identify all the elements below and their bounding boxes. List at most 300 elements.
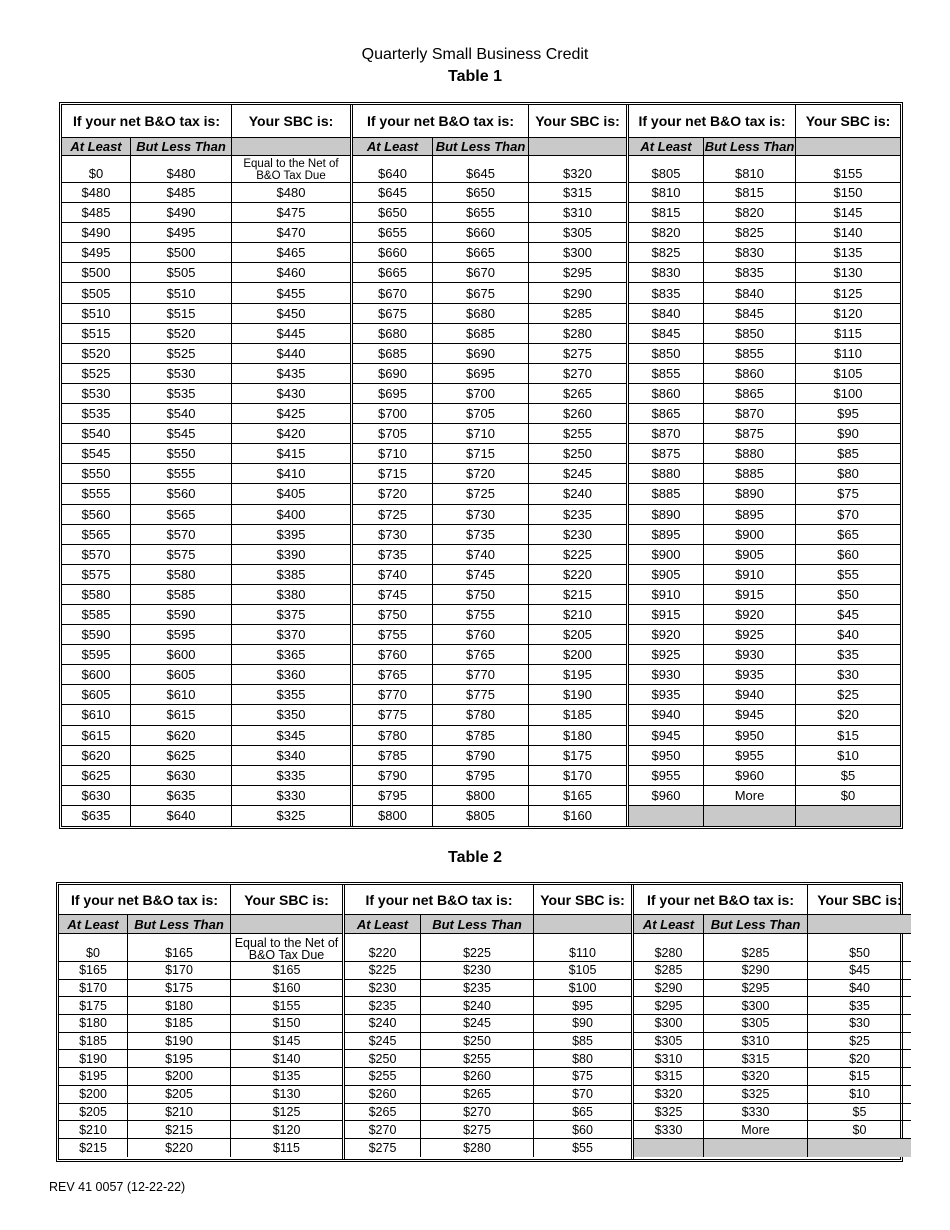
sbc-cell: $130 <box>796 263 900 283</box>
table-row <box>629 223 900 243</box>
at-least-cell: $180 <box>59 1015 128 1033</box>
at-least-cell: $805 <box>629 156 704 183</box>
but-less-than-header: But Less Than <box>704 139 795 154</box>
but-less-than-cell: $920 <box>704 605 796 625</box>
table-row <box>353 605 626 625</box>
table-row <box>634 980 911 998</box>
at-least-cell: $575 <box>62 565 131 585</box>
table-row <box>629 404 900 424</box>
sbc-cell: $45 <box>796 605 900 625</box>
header-row <box>629 105 900 138</box>
but-less-than-cell: $565 <box>131 505 232 525</box>
table-row <box>59 1086 342 1104</box>
table-row <box>59 934 342 962</box>
at-least-cell: $835 <box>629 283 704 303</box>
sbc-cell: $215 <box>529 585 626 605</box>
at-least-cell: $0 <box>59 934 128 962</box>
but-less-than-cell: $880 <box>704 444 796 464</box>
but-less-than-cell: $885 <box>704 464 796 484</box>
but-less-than-cell: $560 <box>131 484 232 504</box>
at-least-header: At Least <box>634 915 704 934</box>
but-less-than-cell: $750 <box>433 585 529 605</box>
but-less-than-cell: $545 <box>131 424 232 444</box>
but-less-than-cell: $845 <box>704 304 796 324</box>
table-row <box>353 156 626 183</box>
table-row <box>59 1068 342 1086</box>
column-group-2 <box>350 105 626 826</box>
table-row <box>629 625 900 645</box>
at-least-cell: $925 <box>629 645 704 665</box>
table-row <box>62 444 350 464</box>
at-least-cell: $520 <box>62 344 131 364</box>
at-least-cell: $865 <box>629 404 704 424</box>
at-least-header: At Least <box>353 138 433 156</box>
table-row <box>634 1033 911 1051</box>
sbc-cell: $125 <box>796 283 900 303</box>
table-row <box>62 605 350 625</box>
column-group-2 <box>342 885 631 1159</box>
sbc-cell: $135 <box>231 1068 342 1086</box>
sbc-cell: $100 <box>534 980 631 998</box>
sbc-cell: $45 <box>808 962 911 980</box>
at-least-cell: $675 <box>353 304 433 324</box>
sbc-cell: $185 <box>529 705 626 725</box>
at-least-cell: $855 <box>629 364 704 384</box>
sbc-cell: $260 <box>529 404 626 424</box>
but-less-than-cell: $855 <box>704 344 796 364</box>
table-row <box>629 665 900 685</box>
table1 <box>59 102 903 829</box>
table-row <box>345 1086 631 1104</box>
but-less-than-cell: $705 <box>433 404 529 424</box>
but-less-than-cell: $635 <box>131 786 232 806</box>
table-row <box>62 545 350 565</box>
table-row <box>62 404 350 424</box>
table-row <box>353 786 626 806</box>
but-less-than-cell: $570 <box>131 525 232 545</box>
but-less-than-cell: $955 <box>704 746 796 766</box>
sbc-equal-note: Equal to the Net of B&O Tax Due <box>231 934 342 962</box>
at-least-cell: $905 <box>629 565 704 585</box>
at-least-cell: $220 <box>345 934 421 962</box>
sbc-cell: $75 <box>796 484 900 504</box>
but-less-than-cell: $820 <box>704 203 796 223</box>
but-less-than-cell: $575 <box>131 545 232 565</box>
sbc-cell: $465 <box>232 243 350 263</box>
but-less-than-cell: $250 <box>421 1033 534 1051</box>
sbc-cell: $230 <box>529 525 626 545</box>
table-row <box>59 980 342 998</box>
table-row <box>634 1139 911 1157</box>
at-least-cell: $585 <box>62 605 131 625</box>
sbc-cell: $140 <box>796 223 900 243</box>
but-less-than-cell: $675 <box>433 283 529 303</box>
sbc-cell: $65 <box>796 525 900 545</box>
table-row <box>634 997 911 1015</box>
sbc-cell: $115 <box>273 1140 300 1155</box>
at-least-cell: $755 <box>353 625 433 645</box>
at-least-cell: $515 <box>62 324 131 344</box>
but-less-than-cell: $180 <box>128 997 231 1015</box>
sbc-cell: $345 <box>232 726 350 746</box>
at-least-cell: $795 <box>353 786 433 806</box>
but-less-than-cell: $830 <box>704 243 796 263</box>
but-less-than-cell: $960 <box>704 766 796 786</box>
but-less-than-cell: $280 <box>421 1139 534 1157</box>
table-row <box>345 1068 631 1086</box>
sbc-subheader-blank <box>232 138 350 156</box>
sbc-subheader-blank <box>231 915 342 934</box>
sbc-cell: $325 <box>276 808 306 824</box>
at-least-cell: $935 <box>629 685 704 705</box>
but-less-than-cell: $290 <box>704 962 808 980</box>
column-group-3 <box>631 885 911 1159</box>
net-tax-header: If your net B&O tax is: <box>629 105 796 138</box>
but-less-than-cell: $600 <box>131 645 232 665</box>
table-row <box>353 625 626 645</box>
sbc-cell: $150 <box>231 1015 342 1033</box>
at-least-cell: $850 <box>629 344 704 364</box>
at-least-cell: $530 <box>62 384 131 404</box>
at-least-cell: $740 <box>353 565 433 585</box>
table-row <box>62 223 350 243</box>
table-row <box>353 364 626 384</box>
but-less-than-cell: $670 <box>433 263 529 283</box>
net-tax-header: If your net B&O tax is: <box>353 105 529 138</box>
net-tax-header: If your net B&O tax is: <box>59 885 231 915</box>
at-least-cell: $190 <box>59 1050 128 1068</box>
sbc-cell: $125 <box>231 1104 342 1122</box>
subheader-row <box>634 915 911 934</box>
sbc-cell: $320 <box>529 156 626 183</box>
at-least-cell: $555 <box>62 484 131 504</box>
at-least-cell: $715 <box>353 464 433 484</box>
at-least-cell: $330 <box>634 1121 704 1139</box>
sbc-header: Your SBC is: <box>796 105 900 138</box>
sbc-cell: $95 <box>534 997 631 1015</box>
sbc-cell: $110 <box>796 344 900 364</box>
but-less-than-cell: $825 <box>704 223 796 243</box>
at-least-cell: $0 <box>62 156 131 183</box>
sbc-cell: $335 <box>232 766 350 786</box>
sbc-cell: $75 <box>534 1068 631 1086</box>
table-row <box>345 1139 631 1157</box>
table-row <box>353 464 626 484</box>
table-row <box>353 243 626 263</box>
but-less-than-cell: $695 <box>433 364 529 384</box>
but-less-than-header: But Less Than <box>131 138 232 156</box>
table-row <box>629 183 900 203</box>
sbc-cell: $50 <box>808 934 911 962</box>
at-least-cell: $280 <box>634 934 704 962</box>
at-least-cell: $485 <box>62 203 131 223</box>
sbc-cell: $140 <box>231 1050 342 1068</box>
sbc-cell: $245 <box>529 464 626 484</box>
sbc-cell: $155 <box>231 997 342 1015</box>
but-less-than-cell: $760 <box>433 625 529 645</box>
but-less-than-cell: $935 <box>704 665 796 685</box>
at-least-cell: $620 <box>62 746 131 766</box>
sbc-cell: $115 <box>796 324 900 344</box>
but-less-than-cell: $865 <box>704 384 796 404</box>
table-row <box>62 384 350 404</box>
but-less-than-cell: $800 <box>433 786 529 806</box>
but-less-than-cell: $815 <box>704 183 796 203</box>
table-row <box>59 1033 342 1051</box>
at-least-cell: $910 <box>629 585 704 605</box>
sbc-cell: $360 <box>232 665 350 685</box>
at-least-cell: $830 <box>629 263 704 283</box>
table-row <box>634 934 911 962</box>
sbc-cell: $30 <box>796 665 900 685</box>
table-row <box>629 786 900 806</box>
at-least-cell: $660 <box>353 243 433 263</box>
table-row <box>353 223 626 243</box>
table-row <box>62 746 350 766</box>
sbc-cell: $285 <box>529 304 626 324</box>
at-least-cell: $495 <box>62 243 131 263</box>
at-least-cell: $250 <box>345 1050 421 1068</box>
but-less-than-cell: $610 <box>131 685 232 705</box>
at-least-cell: $750 <box>353 605 433 625</box>
table-row <box>62 364 350 384</box>
table-row <box>353 384 626 404</box>
sbc-cell: $420 <box>232 424 350 444</box>
table-row <box>629 806 900 826</box>
table-row <box>62 705 350 725</box>
but-less-than-cell: $315 <box>704 1050 808 1068</box>
but-less-than-cell: $170 <box>128 962 231 980</box>
table-row <box>353 444 626 464</box>
but-less-than-cell: $255 <box>421 1050 534 1068</box>
but-less-than-cell: $780 <box>433 705 529 725</box>
header-row <box>353 105 626 138</box>
sbc-cell: $475 <box>232 203 350 223</box>
sbc-cell: $265 <box>529 384 626 404</box>
sbc-cell: $415 <box>232 444 350 464</box>
sbc-cell: $205 <box>529 625 626 645</box>
table-row <box>629 344 900 364</box>
but-less-than-cell: $810 <box>704 156 796 183</box>
sbc-cell: $120 <box>231 1121 342 1139</box>
table-row <box>629 444 900 464</box>
at-least-cell: $245 <box>345 1033 421 1051</box>
at-least-cell: $625 <box>62 766 131 786</box>
at-least-cell: $605 <box>62 685 131 705</box>
table-row <box>353 746 626 766</box>
sbc-header: Your SBC is: <box>232 105 350 138</box>
sbc-cell: $160 <box>231 980 342 998</box>
at-least-cell: $815 <box>629 203 704 223</box>
header-row <box>345 885 631 915</box>
at-least-cell: $840 <box>629 304 704 324</box>
sbc-cell: $55 <box>796 565 900 585</box>
but-less-than-cell: $590 <box>131 605 232 625</box>
table-row <box>353 304 626 324</box>
at-least-cell: $325 <box>634 1104 704 1122</box>
but-less-than-cell: $665 <box>433 243 529 263</box>
but-less-than-cell: $735 <box>433 525 529 545</box>
sbc-cell: $25 <box>808 1033 911 1051</box>
but-less-than-cell: $680 <box>433 304 529 324</box>
but-less-than-cell: $890 <box>704 484 796 504</box>
but-less-than-cell: $740 <box>433 545 529 565</box>
table-row <box>629 283 900 303</box>
sbc-cell: $15 <box>808 1068 911 1086</box>
sbc-cell: $255 <box>529 424 626 444</box>
but-less-than-cell: $265 <box>421 1086 534 1104</box>
table-row <box>353 665 626 685</box>
but-less-than-cell: $770 <box>433 665 529 685</box>
table-row <box>62 324 350 344</box>
but-less-than-cell: $330 <box>704 1104 808 1122</box>
sbc-cell: $20 <box>796 705 900 725</box>
subheader-row <box>62 138 350 156</box>
at-least-cell: $235 <box>345 997 421 1015</box>
at-least-cell: $745 <box>353 585 433 605</box>
sbc-cell: $145 <box>796 203 900 223</box>
but-less-than-cell: $490 <box>131 203 232 223</box>
at-least-header: At Least <box>59 915 128 934</box>
at-least-header: At Least <box>345 915 421 934</box>
at-least-cell: $880 <box>629 464 704 484</box>
but-less-than-cell: $285 <box>704 934 808 962</box>
table-row <box>629 746 900 766</box>
table-row <box>345 980 631 998</box>
but-less-than-cell: $495 <box>131 223 232 243</box>
sbc-cell: $40 <box>808 980 911 998</box>
empty-cell <box>704 1139 808 1157</box>
but-less-than-cell: $550 <box>131 444 232 464</box>
sbc-cell: $165 <box>231 962 342 980</box>
sbc-cell: $70 <box>534 1086 631 1104</box>
but-less-than-cell: $685 <box>433 324 529 344</box>
table-row <box>62 726 350 746</box>
sbc-cell: $310 <box>529 203 626 223</box>
but-less-than-cell: $320 <box>704 1068 808 1086</box>
at-least-cell: $645 <box>353 183 433 203</box>
but-less-than-cell: $555 <box>131 464 232 484</box>
table-row <box>353 404 626 424</box>
but-less-than-cell: $535 <box>131 384 232 404</box>
sbc-cell: $145 <box>231 1033 342 1051</box>
but-less-than-cell: $915 <box>704 585 796 605</box>
but-less-than-cell: $875 <box>704 424 796 444</box>
table-row <box>353 705 626 725</box>
table-row <box>353 263 626 283</box>
table-row <box>62 525 350 545</box>
at-least-cell: $780 <box>353 726 433 746</box>
table-row <box>353 484 626 504</box>
at-least-cell: $320 <box>634 1086 704 1104</box>
but-less-than-cell: $860 <box>704 364 796 384</box>
table-row <box>634 1050 911 1068</box>
table-row <box>62 685 350 705</box>
at-least-cell: $790 <box>353 766 433 786</box>
table2 <box>56 882 903 1162</box>
table-row <box>59 962 342 980</box>
but-less-than-cell: $240 <box>421 997 534 1015</box>
at-least-cell: $510 <box>62 304 131 324</box>
empty-cell <box>634 1139 704 1157</box>
subheader-row <box>59 915 342 934</box>
table-row <box>634 1015 911 1033</box>
at-least-cell: $195 <box>59 1068 128 1086</box>
sbc-cell: $305 <box>529 223 626 243</box>
at-least-cell: $580 <box>62 585 131 605</box>
at-least-cell: $635 <box>62 806 131 826</box>
at-least-cell: $960 <box>629 786 704 806</box>
at-least-cell: $725 <box>353 505 433 525</box>
at-least-cell: $490 <box>62 223 131 243</box>
sbc-cell: $70 <box>796 505 900 525</box>
sbc-cell: $50 <box>796 585 900 605</box>
at-least-cell: $295 <box>634 997 704 1015</box>
at-least-cell: $550 <box>62 464 131 484</box>
sbc-cell: $20 <box>808 1050 911 1068</box>
sbc-cell: $5 <box>796 766 900 786</box>
table2-title: Table 2 <box>448 849 502 866</box>
but-less-than-cell: $295 <box>704 980 808 998</box>
form-revision: REV 41 0057 (12-22-22) <box>49 1180 186 1194</box>
sbc-cell: $90 <box>534 1015 631 1033</box>
at-least-cell: $540 <box>62 424 131 444</box>
table-row <box>629 304 900 324</box>
sbc-cell: $60 <box>534 1121 631 1139</box>
but-less-than-cell: $210 <box>128 1104 231 1122</box>
sbc-cell: $455 <box>232 283 350 303</box>
at-least-cell: $315 <box>634 1068 704 1086</box>
table-row <box>59 1104 342 1122</box>
table-row <box>59 1050 342 1068</box>
but-less-than-cell: $165 <box>128 934 231 962</box>
but-less-than-cell: $585 <box>131 585 232 605</box>
sbc-cell: $340 <box>232 746 350 766</box>
table-row <box>629 203 900 223</box>
empty-cell <box>808 1139 911 1157</box>
table-row <box>59 1121 342 1139</box>
table-row <box>629 324 900 344</box>
but-less-than-cell: $515 <box>131 304 232 324</box>
table-row <box>345 1015 631 1033</box>
at-least-cell: $895 <box>629 525 704 545</box>
net-tax-header: If your net B&O tax is: <box>345 885 534 915</box>
but-less-than-cell: $195 <box>128 1050 231 1068</box>
header-row <box>59 885 342 915</box>
column-group-1 <box>62 105 350 826</box>
sbc-cell: $105 <box>534 962 631 980</box>
sbc-cell: $390 <box>232 545 350 565</box>
empty-cell <box>704 806 796 826</box>
sbc-subheader-blank <box>796 138 900 156</box>
but-less-than-cell: $215 <box>128 1121 231 1139</box>
sbc-cell: $210 <box>529 605 626 625</box>
but-less-than-cell: More <box>704 1121 808 1139</box>
but-less-than-cell: $755 <box>433 605 529 625</box>
subheader-row <box>629 138 900 156</box>
at-least-cell: $255 <box>345 1068 421 1086</box>
sbc-cell: $330 <box>232 786 350 806</box>
at-least-cell: $535 <box>62 404 131 424</box>
at-least-cell: $680 <box>353 324 433 344</box>
but-less-than-cell: $510 <box>131 283 232 303</box>
sbc-cell: $65 <box>534 1104 631 1122</box>
document-title: Quarterly Small Business Credit <box>361 46 589 63</box>
sbc-header: Your SBC is: <box>231 885 342 915</box>
table-row <box>62 156 350 183</box>
at-least-cell: $930 <box>629 665 704 685</box>
at-least-cell: $305 <box>634 1033 704 1051</box>
